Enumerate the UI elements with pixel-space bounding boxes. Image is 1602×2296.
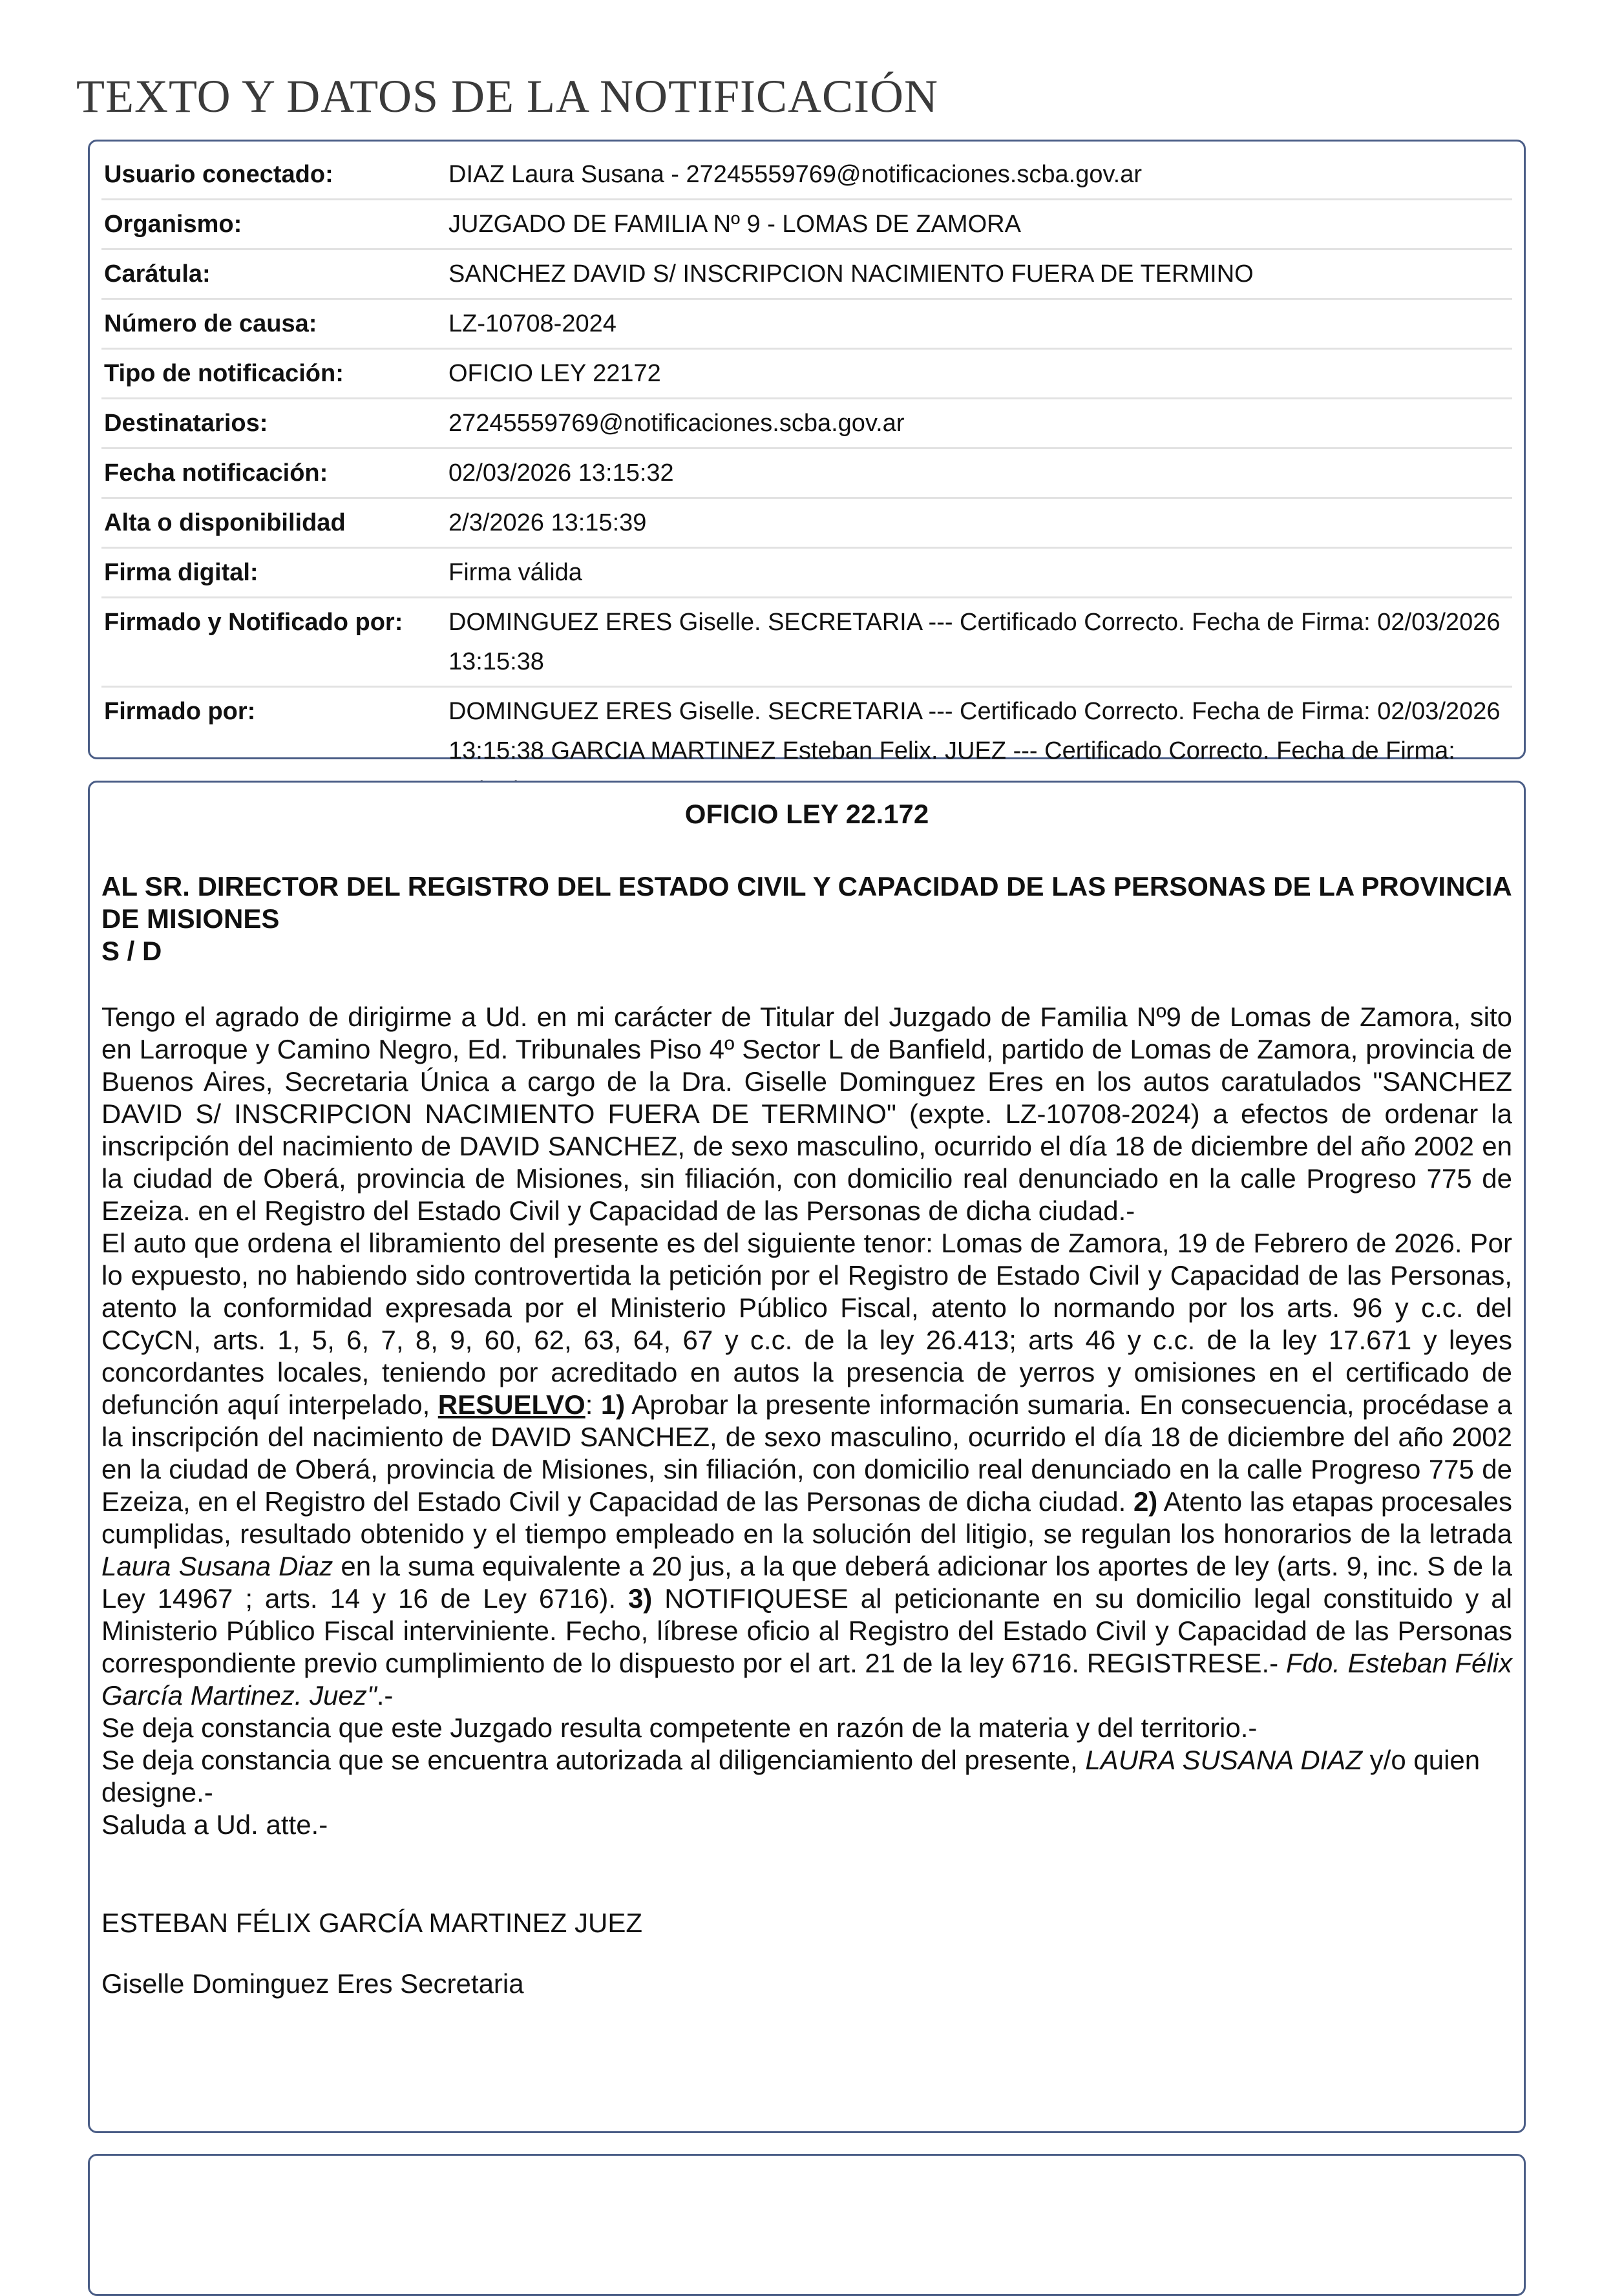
attachments-panel	[88, 2154, 1526, 2296]
meta-label: Tipo de notificación:	[101, 349, 448, 399]
addressee-line: AL SR. DIRECTOR DEL REGISTRO DEL ESTADO CIVIL Y CAPACIDAD DE LAS PERSONAS DE LA PROVINCIA DE MISIONES	[101, 871, 1512, 934]
notification-data-table	[101, 151, 1512, 816]
authorized-name: LAURA SUSANA DIAZ	[1085, 1745, 1362, 1775]
meta-value: DOMINGUEZ ERES Giselle. SECRETARIA --- Certificado Correcto. Fecha de Firma: 02/03/2026 13:15:38	[448, 598, 1512, 687]
meta-row	[101, 299, 1512, 349]
paragraph-authorization	[101, 1744, 1512, 1809]
addressee-block	[101, 870, 1512, 967]
authorization-text: y/o quien designe.-	[101, 1745, 1481, 1807]
resolution-point-3: 3)	[627, 1583, 653, 1614]
page-title: TEXTO Y DATOS DE LA NOTIFICACIÓN	[76, 70, 938, 122]
meta-label: Usuario conectado:	[101, 151, 448, 200]
meta-value: DIAZ Laura Susana - 27245559769@notificaciones.scba.gov.ar	[448, 151, 1512, 200]
resolution-colon: :	[585, 1389, 601, 1420]
meta-value: DOMINGUEZ ERES Giselle. SECRETARIA --- Certificado Correcto. Fecha de Firma: 02/03/2026 13:15:38 GARCIA MARTINEZ Esteban Felix. JUEZ --- Certificado Correcto. Fecha de Firma:	[448, 687, 1512, 816]
meta-label: Número de causa:	[101, 299, 448, 349]
meta-label: Destinatarios:	[101, 399, 448, 448]
meta-row	[101, 598, 1512, 687]
notification-data-panel	[88, 140, 1526, 764]
meta-row	[101, 448, 1512, 498]
meta-value: 02/03/2026 13:15:32	[448, 448, 1512, 498]
meta-label: Firmado y Notificado por:	[101, 598, 448, 687]
meta-label: Firmado por:	[101, 687, 448, 816]
paragraph-intro: Tengo el agrado de dirigirme a Ud. en mi carácter de Titular del Juzgado de Familia Nº9 de Lomas de Zamora, sito en Larroque y Camino Negro, Ed. Tribunales Piso 4º Sector L de Banfield, partido de Lomas de Zamora, provincia de Buenos Aires, Secretaria Única a cargo de la Dra. Giselle Dominguez Eres en los autos caratulados "SANCHEZ DAVID S/ INSCRIPCION NACIMIENTO FUERA DE TERMINO" (expte. LZ-10708-2024) a efectos de ordenar la inscripción del nacimiento de DAVID SANCHEZ, de sexo masculino, ocurrido el día 18 de diciembre del año 2002 en la ciudad de Oberá, provincia de Misiones, sin filiación, con domicilio real denunciado en la calle Progreso 775 de Ezeiza. en el Registro del Estado Civil y Capacidad de las Personas de dicha ciudad.-	[101, 1002, 1512, 1226]
resolution-text: en la suma equivalente a 20 jus, a la que deberá adicionar los aportes de ley (arts. 9, inc. S de la Ley 14967 ; arts. 14 y 16 de Ley 6716).	[101, 1551, 1512, 1614]
resolution-text: Atento las etapas procesales cumplidas, resultado obtenido y el tiempo empleado en la solución del litigio, se regulan los honorarios de la letrada	[101, 1486, 1513, 1549]
meta-label: Fecha notificación:	[101, 448, 448, 498]
meta-row	[101, 548, 1512, 598]
meta-value: JUZGADO DE FAMILIA Nº 9 - LOMAS DE ZAMORA	[448, 200, 1512, 249]
addressee-sd: S / D	[101, 936, 162, 966]
meta-value: Firma válida	[448, 548, 1512, 598]
meta-label: Carátula:	[101, 249, 448, 299]
resolution-text: Aprobar la presente información sumaria. En consecuencia, procédase a la inscripción del nacimiento de DAVID SANCHEZ, de sexo masculino, ocurrido el día 18 de diciembre del año 2002 en la ciudad de Oberá, provincia de Misiones, sin filiación, con domicilio real denunciado en la calle Progreso 775 de Ezeiza, en el Registro del Estado Civil y Capacidad de las Personas de dicha ciudad.	[101, 1389, 1512, 1517]
judge-signature-quote: Fdo. Esteban Félix García Martinez. Juez"	[101, 1648, 1513, 1711]
closing-line: Saluda a Ud. atte.-	[101, 1809, 328, 1840]
meta-label: Alta o disponibilidad	[101, 498, 448, 548]
resolution-text: El auto que ordena el libramiento del presente es del siguiente tenor: Lomas de Zamora, 19 de Febrero de 2026. Por lo expuesto, no habiendo sido controvertida la petición por el Registro de Estado Civil y Capacidad de las Personas, atento la conformidad expresada por el Ministerio Público Fiscal, atento lo normando por los arts. 96 y c.c. del CCyCN, arts. 1, 5, 6, 7, 8, 9, 60, 62, 63, 64, 67 y c.c. de la ley 26.413; arts 46 y c.c. de la ley 17.671 y leyes concordantes locales, teniendo por acreditado en autos la presencia de yerros y omisiones en el certificado de defunción aquí interpelado,	[101, 1228, 1512, 1420]
signature-secretary: Giselle Dominguez Eres Secretaria	[101, 1968, 524, 1999]
meta-value: LZ-10708-2024	[448, 299, 1512, 349]
resolution-point-2: 2)	[1133, 1486, 1158, 1517]
meta-value: SANCHEZ DAVID S/ INSCRIPCION NACIMIENTO FUERA DE TERMINO	[448, 249, 1512, 299]
resolution-text: NOTIFIQUESE al peticionante en su domicilio legal constituido y al Ministerio Público Fiscal interviniente. Fecho, líbrese oficio al Registro del Estado Civil y Capacidad de las Personas correspondiente previo cumplimiento de lo dispuesto por el art. 21 de la ley 6716. REGISTRESE.-	[101, 1583, 1512, 1678]
meta-row	[101, 200, 1512, 249]
meta-value: OFICIO LEY 22172	[448, 349, 1512, 399]
authorization-text: Se deja constancia que se encuentra autorizada al diligenciamiento del presente,	[101, 1745, 1086, 1775]
paragraph-resolution	[101, 1227, 1512, 1712]
meta-row	[101, 399, 1512, 448]
paragraph-competence: Se deja constancia que este Juzgado resulta competente en razón de la materia y del territorio.-	[101, 1712, 1258, 1743]
lawyer-name: Laura Susana Diaz	[101, 1551, 333, 1581]
meta-value: 27245559769@notificaciones.scba.gov.ar	[448, 399, 1512, 448]
notification-text-panel	[88, 781, 1526, 2133]
meta-label: Firma digital:	[101, 548, 448, 598]
resolution-end: .-	[376, 1680, 394, 1711]
meta-label: Organismo:	[101, 200, 448, 249]
meta-row	[101, 249, 1512, 299]
document-heading: OFICIO LEY 22.172	[684, 799, 929, 829]
meta-value: 2/3/2026 13:15:39	[448, 498, 1512, 548]
signature-judge: ESTEBAN FÉLIX GARCÍA MARTINEZ JUEZ	[101, 1908, 643, 1938]
meta-row	[101, 498, 1512, 548]
meta-row	[101, 151, 1512, 200]
resolution-point-1: 1)	[600, 1389, 626, 1420]
meta-row	[101, 349, 1512, 399]
resuelvo-label: RESUELVO	[437, 1389, 585, 1420]
